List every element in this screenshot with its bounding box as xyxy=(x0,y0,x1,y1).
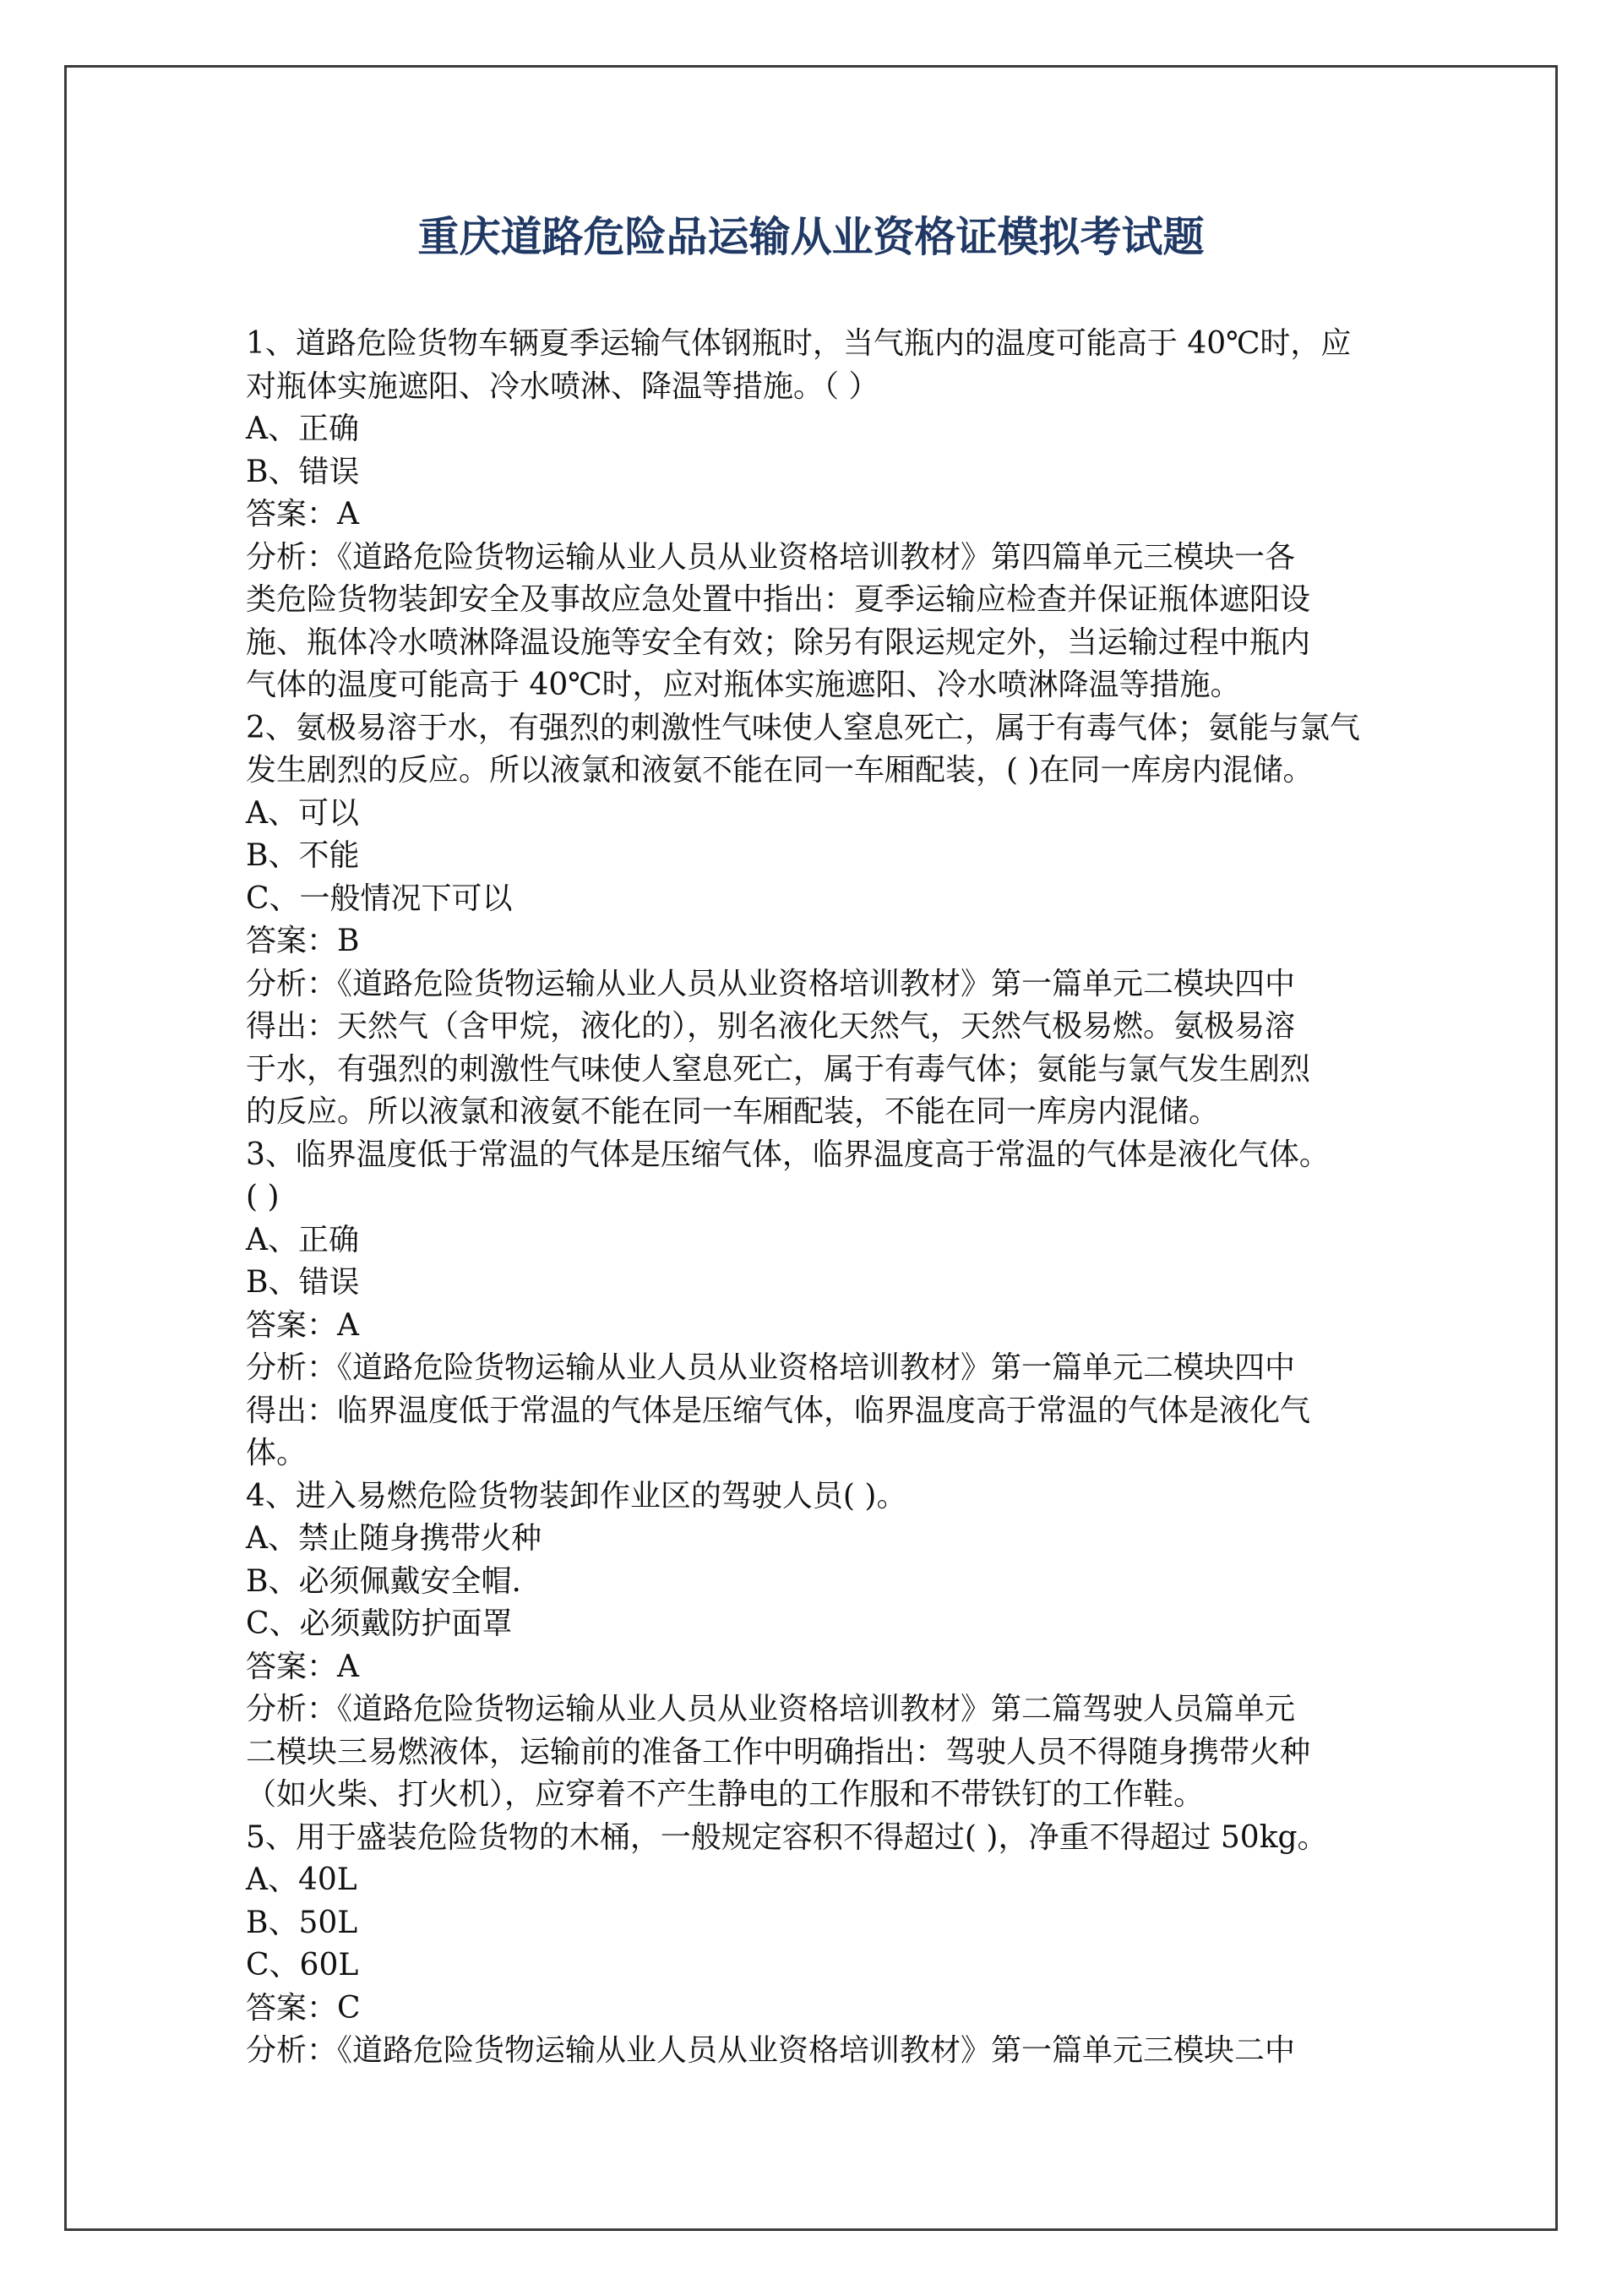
text-line: 答案：A xyxy=(246,1649,359,1684)
text-line: 发生剧烈的反应。所以液氯和液氨不能在同一车厢配装，( )在同一库房内混储。 xyxy=(246,753,1314,788)
text-line: C、必须戴防护面罩 xyxy=(246,1606,513,1641)
text-line: B、50L xyxy=(246,1905,358,1940)
text-line: ( ) xyxy=(246,1180,280,1214)
text-line: 4、进入易燃危险货物装卸作业区的驾驶人员( )。 xyxy=(246,1478,907,1513)
text-line: B、必须佩戴安全帽. xyxy=(246,1563,521,1599)
text-line: 二模块三易燃液体，运输前的准备工作中明确指出：驾驶人员不得随身携带火种 xyxy=(246,1734,1311,1770)
text-line: 答案：B xyxy=(246,924,360,958)
text-line: 分析：《道路危险货物运输从业人员从业资格培训教材》第四篇单元三模块一各 xyxy=(246,539,1296,575)
text-line: 得出：临界温度低于常温的气体是压缩气体，临界温度高于常温的气体是液化气 xyxy=(246,1393,1311,1428)
text-line: 答案：C xyxy=(246,1990,361,2026)
text-line: B、不能 xyxy=(246,838,360,873)
text-line: 的反应。所以液氯和液氨不能在同一车厢配装，不能在同一库房内混储。 xyxy=(246,1094,1220,1129)
text-line: 分析：《道路危险货物运输从业人员从业资格培训教材》第二篇驾驶人员篇单元 xyxy=(246,1692,1296,1726)
text-line: 施、瓶体冷水喷淋降温设施等安全有效；除另有限运规定外，当运输过程中瓶内 xyxy=(246,624,1311,660)
text-line: 对瓶体实施遮阳、冷水喷淋、降温等措施。（ ） xyxy=(246,368,879,404)
text-line: 于水，有强烈的刺激性气味使人窒息死亡，属于有毒气体；氨能与氯气发生剧烈 xyxy=(246,1051,1311,1087)
text-line: 气体的温度可能高于 40℃时，应对瓶体实施遮阳、冷水喷淋降温等措施。 xyxy=(246,668,1241,702)
text-line: 5、用于盛装危险货物的木桶，一般规定容积不得超过( )，净重不得超过 50kg。 xyxy=(246,1819,1328,1855)
text-line: C、60L xyxy=(246,1948,359,1982)
text-line: A、正确 xyxy=(246,1222,359,1257)
text-line: 2、氨极易溶于水，有强烈的刺激性气味使人窒息死亡，属于有毒气体；氨能与氯气 xyxy=(246,710,1360,745)
text-line: A、40L xyxy=(246,1862,357,1897)
text-line: 类危险货物装卸安全及事故应急处置中指出：夏季运输应检查并保证瓶体遮阳设 xyxy=(246,582,1311,617)
text-line: 分析：《道路危险货物运输从业人员从业资格培训教材》第一篇单元三模块二中 xyxy=(246,2033,1296,2068)
text-line: A、可以 xyxy=(246,795,359,831)
document-body xyxy=(246,323,1412,2073)
text-line: 1、道路危险货物车辆夏季运输气体钢瓶时，当气瓶内的温度可能高于 40℃时，应 xyxy=(246,326,1352,361)
text-line: （如火柴、打火机），应穿着不产生静电的工作服和不带铁钉的工作鞋。 xyxy=(246,1777,1205,1812)
text-line: 3、临界温度低于常温的气体是压缩气体，临界温度高于常温的气体是液化气体。 xyxy=(246,1137,1330,1172)
text-line: 分析：《道路危险货物运输从业人员从业资格培训教材》第一篇单元二模块四中 xyxy=(246,1350,1296,1385)
text-line: C、一般情况下可以 xyxy=(246,881,513,916)
text-line: 得出：天然气（含甲烷，液化的），别名液化天然气，天然气极易燃。氨极易溶 xyxy=(246,1009,1296,1044)
text-line: 答案：A xyxy=(246,1307,359,1343)
text-line: 答案：A xyxy=(246,497,359,532)
document-title: 重庆道路危险品运输从业资格证模拟考试题 xyxy=(417,212,1205,261)
text-line: B、错误 xyxy=(246,454,360,489)
text-line: 体。 xyxy=(246,1436,308,1470)
text-line: 分析：《道路危险货物运输从业人员从业资格培训教材》第一篇单元二模块四中 xyxy=(246,966,1296,1001)
text-line: A、禁止随身携带火种 xyxy=(246,1521,542,1556)
text-line: A、正确 xyxy=(246,412,359,446)
text-line: B、错误 xyxy=(246,1265,360,1300)
